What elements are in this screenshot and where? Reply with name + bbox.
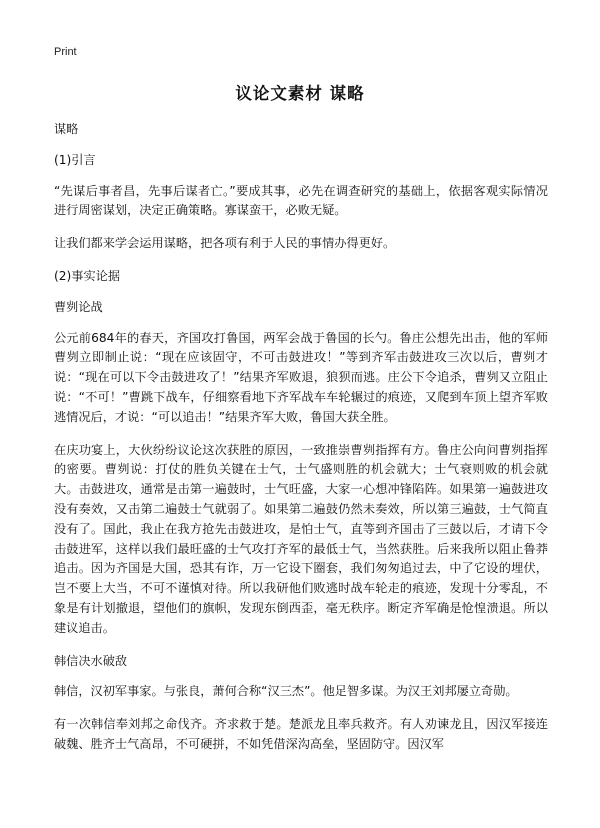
section-label: 谋略 — [54, 122, 79, 136]
intro-paragraph-1: “先谋后事者昌，先事后谋者亡。”要成其事，必先在调查研究的基础上，依据客观实际情况进行周密谋划，决定正确策略。寡谋蛮干，必败无疑。 — [54, 183, 548, 218]
intro-paragraph-2: 让我们都来学会运用谋略，把各项有利于人民的事情办得更好。 — [54, 236, 396, 251]
story1-paragraph-2: 在庆功宴上，大伙纷纷议论这次获胜的原因，一致推崇曹刿指挥有方。鲁庄公向问曹刿指挥的密要。曹刿说：打仗的胜负关键在士气，士气盛则胜的机会就大；士气衰则败的机会就大。击鼓进攻，通常是击第一遍鼓时，士气旺盛，大家一心想冲锋陷阵。如果第一遍鼓进攻没有奏效，又击第二遍鼓士气就弱了。如果第二遍鼓仍然未奏效，所以第三遍鼓，士气简直没有了。国此，我止在我方抢先击鼓进攻，是怕士气，直等到齐国击了三鼓以后，才请下令击鼓进军，这样以我们最旺盛的士气攻打齐军的最低士气，当然获胜。后来我所以阻止鲁莽追击。因为齐国是大国，恐其有诈，万一它设下圈套，我们匆匆追过去，中了它设的埋伏，岂不要上大当，不可不谨慎对待。所以我研他们败逃时战车轮走的痕迹，发现十分零乱，不象是有计划撤退，望他们的旗帜，发现东倒西歪，毫无秩序。断定齐军确是怆惶溃退。所以建议追击。 — [54, 442, 548, 635]
story1-paragraph-1: 公元前684年的春天，齐国攻打鲁国，两军会战于鲁国的长勺。鲁庄公想先出击，他的军师曹刿立即制止说：“现在应该固守，不可击鼓进攻！”等到齐军击鼓进攻三次以后，曹刿才说：“现在可以下令击鼓进攻了！”结果齐军败退，狼狈而逃。庄公下令追杀，曹刿又立阻止说：“不可！”曹跳下战车，仔细察看地下齐军战车车轮辗过的痕迹，又爬到车顶上望齐军败逃情况后，才说：“可以追击！”结果齐军大败，鲁国大获全胜。 — [54, 330, 548, 424]
story2-title: 韩信决水破敌 — [54, 653, 128, 668]
story2-paragraph-1: 韩信，汉初军事家。与张良，萧何合称“汉三杰”。他足智多谋。为汉王刘邦屡立奇勋。 — [54, 684, 518, 699]
facts-heading: (2)事实论据 — [54, 268, 121, 283]
print-label[interactable]: Print — [54, 46, 77, 58]
story2-paragraph-2: 有一次韩信奉刘邦之命伐齐。齐求救于楚。楚派龙且率兵救齐。有人劝谏龙且，因汉军接连破魏、胜齐士气高昂，不可硬拼，不如凭借深沟高垒，坚固防守。因汉军 — [54, 717, 548, 751]
document-title: 议论文素材 谋略 — [235, 84, 365, 103]
story1-title: 曹刿论战 — [54, 299, 103, 314]
document-body — [54, 120, 548, 768]
intro-heading: (1)引言 — [54, 152, 96, 167]
